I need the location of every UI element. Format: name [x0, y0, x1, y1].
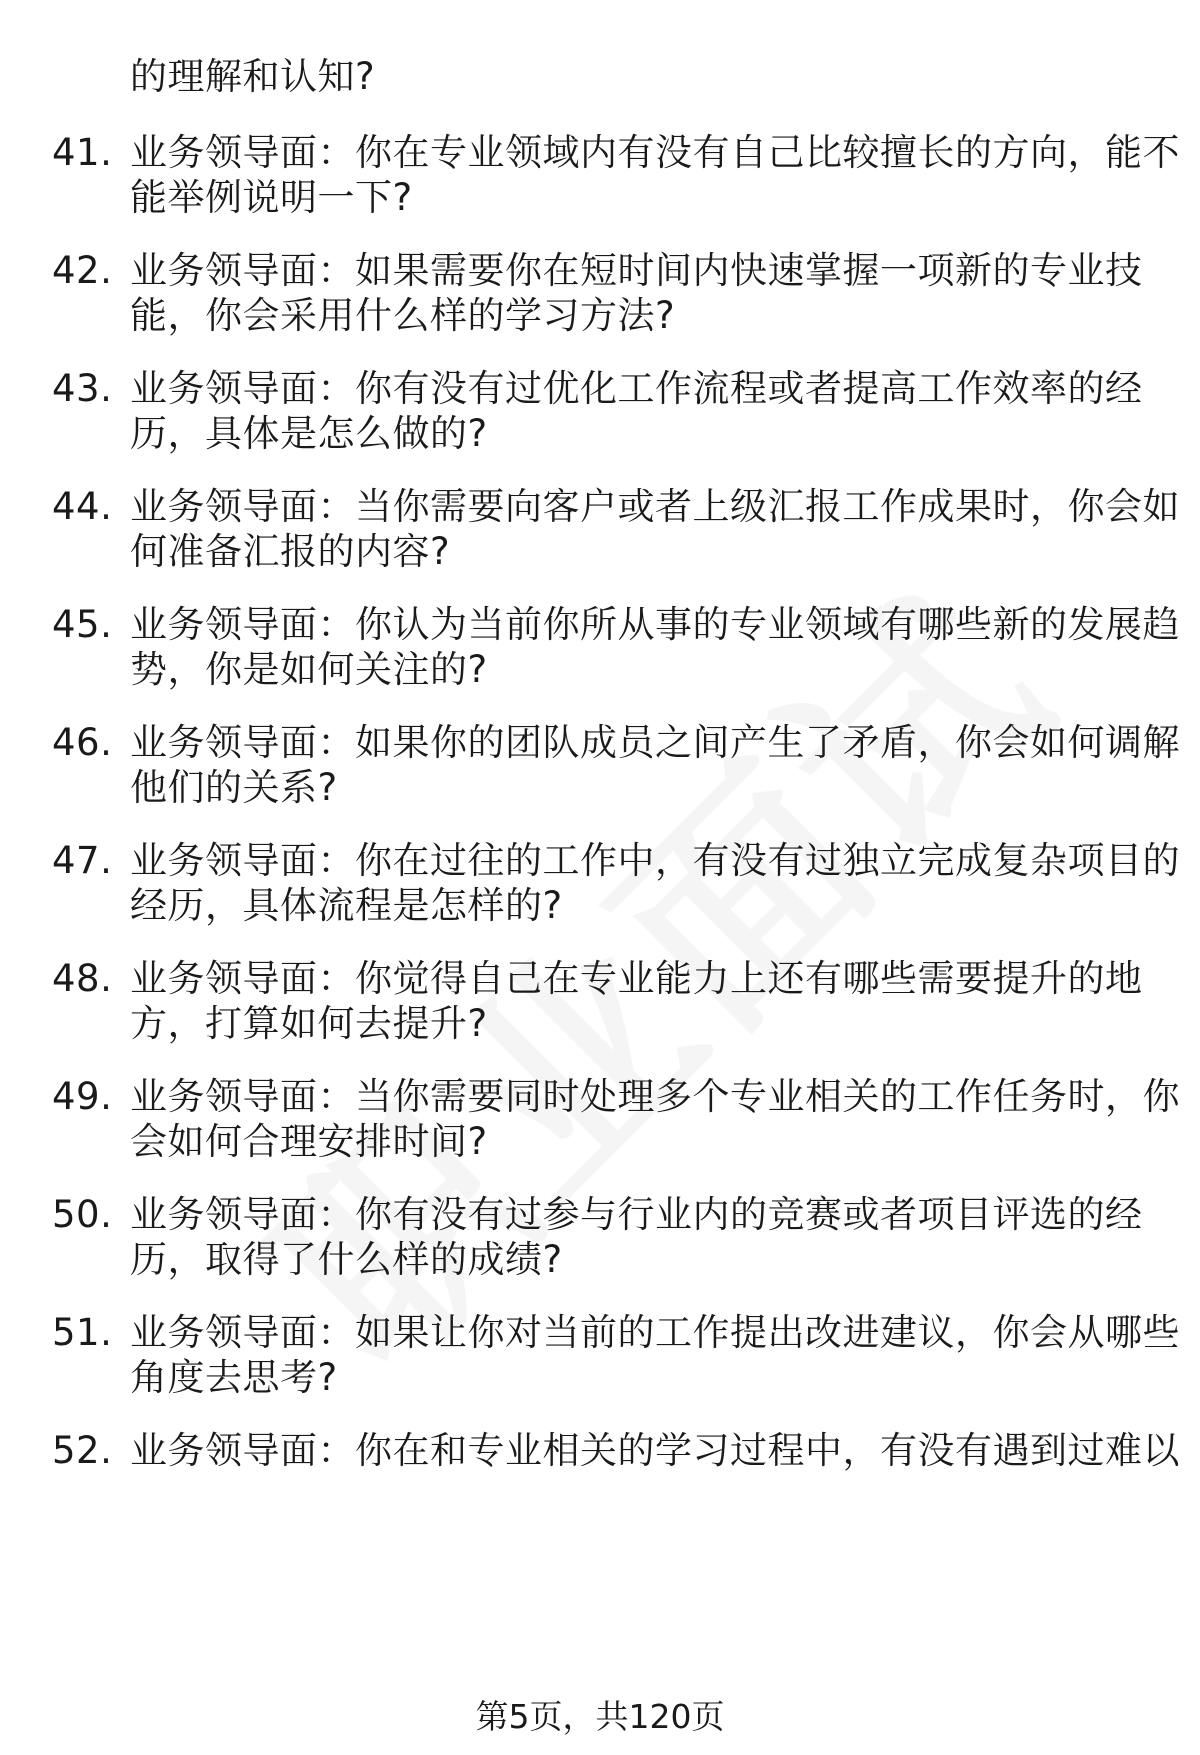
question-text-line1: 业务领导面：你在过往的工作中，有没有过独立完成复杂项目的 — [130, 839, 1180, 882]
question-text-line1: 业务领导面：如果让你对当前的工作提出改进建议，你会从哪些 — [130, 1311, 1180, 1354]
question-text-line2: 能，你会采用什么样的学习方法? — [130, 294, 676, 337]
question-text-line2: 能举例说明一下? — [130, 176, 413, 219]
question-number: 44. — [52, 485, 113, 528]
question-text-line2: 方，打算如何去提升? — [130, 1002, 488, 1045]
question-number: 43. — [52, 367, 113, 410]
question-number: 48. — [52, 957, 113, 1000]
question-text-line1: 业务领导面：你有没有过优化工作流程或者提高工作效率的经 — [130, 367, 1143, 410]
page-footer: 第5页，共120页 — [475, 1697, 725, 1736]
question-text-line1: 业务领导面：如果你的团队成员之间产生了矛盾，你会如何调解 — [130, 721, 1180, 764]
question-text-line1: 业务领导面：当你需要同时处理多个专业相关的工作任务时，你 — [130, 1075, 1180, 1118]
question-text-line2: 历，具体是怎么做的? — [130, 412, 488, 455]
question-number: 45. — [52, 603, 113, 646]
continuation-line: 的理解和认知? — [130, 55, 376, 98]
question-text-line2: 会如何合理安排时间? — [130, 1120, 488, 1163]
question-text-line1: 业务领导面：当你需要向客户或者上级汇报工作成果时，你会如 — [130, 485, 1180, 528]
question-text-line2: 角度去思考? — [130, 1356, 338, 1399]
question-number: 51. — [52, 1311, 113, 1354]
question-number: 41. — [52, 131, 113, 174]
question-text-line1: 业务领导面：你有没有过参与行业内的竞赛或者项目评选的经 — [130, 1193, 1143, 1236]
question-text-line1: 业务领导面：你觉得自己在专业能力上还有哪些需要提升的地 — [130, 957, 1143, 1000]
question-text-line2: 经历，具体流程是怎样的? — [130, 884, 563, 927]
question-text-line2: 何准备汇报的内容? — [130, 530, 451, 573]
question-text-line1: 业务领导面：你在专业领域内有没有自己比较擅长的方向，能不 — [130, 131, 1180, 174]
question-text-line2: 他们的关系? — [130, 766, 338, 809]
question-number: 46. — [52, 721, 113, 764]
question-text-line1: 业务领导面：你认为当前你所从事的专业领域有哪些新的发展趋 — [130, 603, 1180, 646]
question-text-line1: 业务领导面：如果需要你在短时间内快速掌握一项新的专业技 — [130, 249, 1143, 292]
question-number: 52. — [52, 1429, 113, 1472]
question-number: 42. — [52, 249, 113, 292]
question-number: 49. — [52, 1075, 113, 1118]
question-number: 50. — [52, 1193, 113, 1236]
question-text-line2: 历，取得了什么样的成绩? — [130, 1238, 563, 1281]
question-number: 47. — [52, 839, 113, 882]
question-text-line2: 势，你是如何关注的? — [130, 648, 488, 691]
question-text-line1: 业务领导面：你在和专业相关的学习过程中，有没有遇到过难以 — [130, 1429, 1180, 1472]
